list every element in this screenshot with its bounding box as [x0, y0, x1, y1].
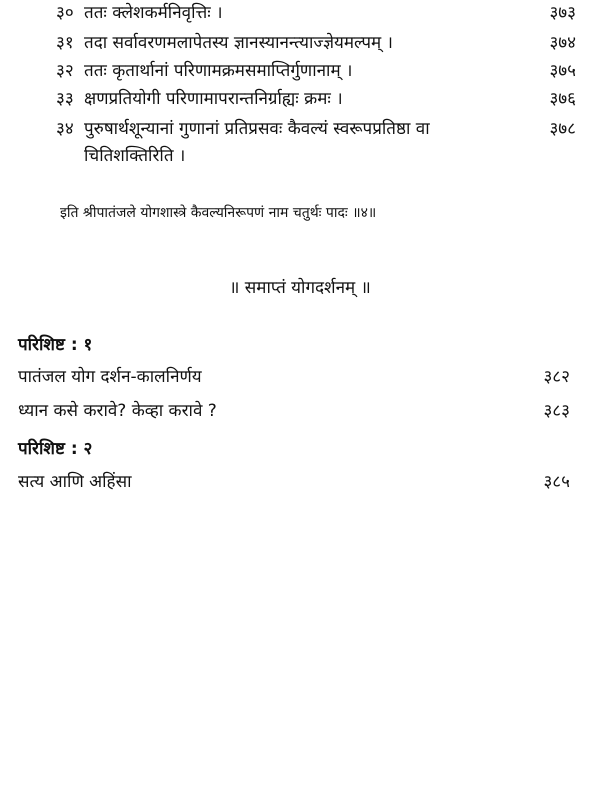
sutra-text: तदा सर्वावरणमलापेतस्य ज्ञानस्यानन्त्याज्ज्ञेयमल्पम् । [84, 33, 393, 53]
sutra-row [56, 88, 576, 110]
sutra-number: ३४ [56, 119, 74, 139]
sutra-row [56, 2, 576, 24]
page-number: ३७६ [549, 89, 576, 109]
sutra-text: पुरुषार्थशून्यानां गुणानां प्रतिप्रसवः कैवल्यं स्वरूपप्रतिष्ठा वा चितिशक्तिरिति । [84, 119, 430, 166]
appendix-heading: परिशिष्ट : २ [18, 439, 93, 459]
appendix-entry [18, 469, 570, 492]
sutra-row [56, 116, 576, 170]
appendix-title: सत्य आणि अहिंसा [18, 472, 132, 492]
page-number: ३७८ [549, 119, 576, 139]
appendix-entry [18, 364, 570, 387]
chapter-colophon: इति श्रीपातंजले योगशास्त्रे कैवल्यनिरूपणं नाम चतुर्थः पादः ॥४॥ [60, 205, 377, 221]
sutra-text: क्षणप्रतियोगी परिणामापरान्तनिर्ग्राह्यः क्रमः । [84, 89, 343, 109]
sutra-number: ३० [56, 3, 74, 23]
page-number: ३७५ [549, 61, 576, 81]
appendix-entry [18, 398, 570, 421]
page-number: ३७३ [549, 3, 576, 23]
sutra-number: ३२ [56, 61, 74, 81]
appendix-heading: परिशिष्ट : १ [18, 335, 93, 355]
appendix-title: ध्यान कसे करावे? केव्हा करावे ? [18, 401, 217, 421]
page-number: ३८३ [543, 401, 570, 421]
sutra-text: ततः क्लेशकर्मनिवृत्तिः । [84, 3, 223, 23]
sutra-row [56, 32, 576, 54]
page-number: ३८२ [543, 367, 570, 387]
page-number: ३७४ [549, 33, 576, 53]
sutra-number: ३१ [56, 33, 74, 53]
appendix-title: पातंजल योग दर्शन-कालनिर्णय [18, 367, 202, 387]
sutra-text: ततः कृतार्थानां परिणामक्रमसमाप्तिर्गुणानाम् । [84, 61, 353, 81]
sutra-number: ३३ [56, 89, 74, 109]
conclusion-line: ॥ समाप्तं योगदर्शनम् ॥ [229, 278, 371, 298]
sutra-row [56, 60, 576, 82]
page-number: ३८५ [543, 472, 570, 492]
